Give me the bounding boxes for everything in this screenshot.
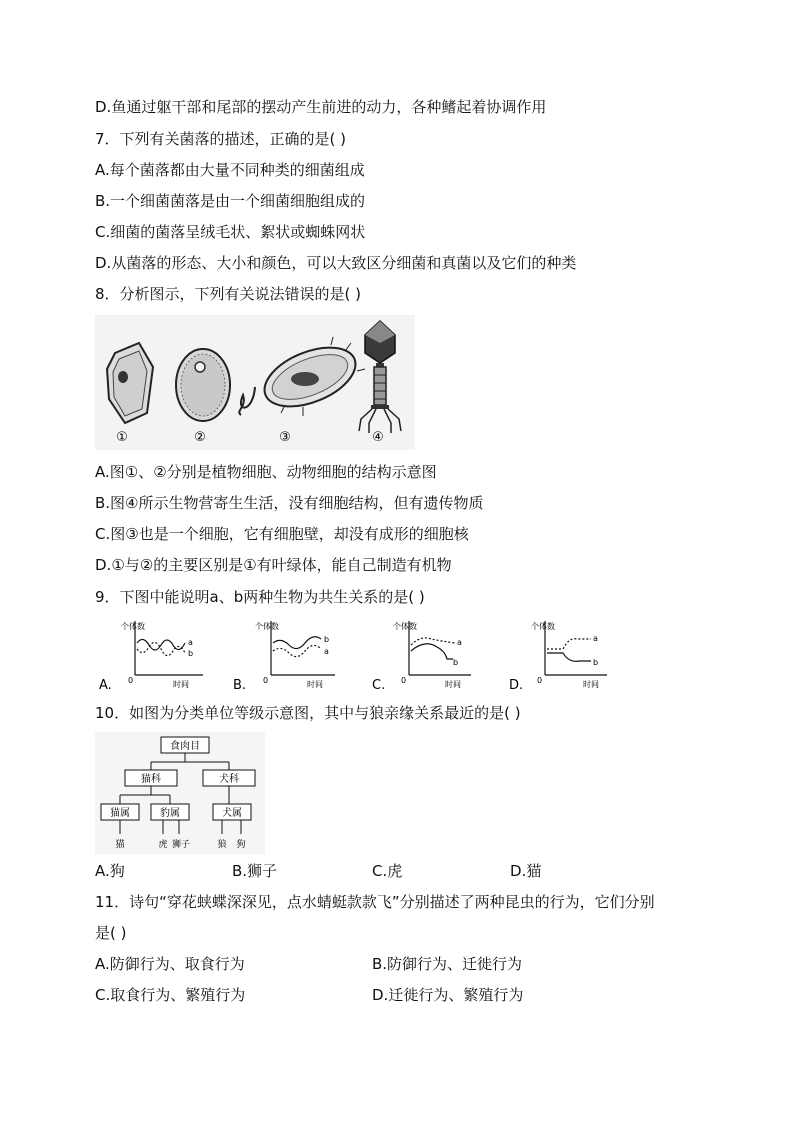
- q11-stem-cont: 是( ): [95, 924, 127, 942]
- q9-a-series-a: [137, 639, 185, 650]
- q7-option-a: A.每个菌落都由大量不同种类的细菌组成: [95, 161, 365, 179]
- q9-stem: 9．下图中能说明a、b两种生物为共生关系的是( ): [95, 588, 425, 606]
- q9-c-origin: 0: [401, 676, 407, 685]
- q9-graph-c: [372, 621, 471, 693]
- q11-option-b: B.防御行为、迁徙行为: [372, 955, 523, 973]
- q10-species-dog: 狗: [236, 840, 246, 850]
- q9-b-series-a: [273, 637, 321, 649]
- q9-c-xlabel: 时间: [445, 680, 461, 689]
- q9-d-label-b: b: [593, 658, 599, 667]
- q9-option-d-label: D.: [509, 678, 524, 693]
- q10-species-lion: 狮子: [171, 840, 191, 850]
- q8-option-b: B.图④所示生物营寄生生活，没有细胞结构，但有遗传物质: [95, 494, 484, 512]
- q10-taxonomy-diagram: [95, 732, 265, 854]
- q10-family-dog: 犬科: [219, 774, 239, 785]
- q10-species-tiger: 虎: [158, 840, 168, 850]
- q9-b-series-b: [273, 645, 321, 656]
- q8-label-3: ③: [279, 430, 291, 445]
- q8-stem: 8．分析图示，下列有关说法错误的是( ): [95, 285, 362, 303]
- q6-option-d: D.鱼通过躯干部和尾部的摆动产生前进的动力，各种鳍起着协调作用: [95, 98, 547, 116]
- q9-d-series-b: [547, 653, 591, 661]
- q10-family-cat: 猫科: [141, 774, 161, 785]
- q8-option-a: A.图①、②分别是植物细胞、动物细胞的结构示意图: [95, 463, 437, 481]
- q10-option-d: D.猫: [510, 862, 542, 880]
- q7-option-c: C.细菌的菌落呈绒毛状、絮状或蜘蛛网状: [95, 223, 366, 241]
- q9-c-label-b: b: [453, 658, 459, 667]
- q8-label-2: ②: [194, 430, 206, 445]
- q10-option-b: B.狮子: [232, 862, 278, 880]
- q9-c-series-b: [411, 644, 453, 659]
- q9-a-label-b: b: [188, 649, 194, 658]
- q8-label-1: ①: [116, 430, 128, 445]
- q8-option-c: C.图③也是一个细胞，它有细胞壁，却没有成形的细胞核: [95, 525, 469, 543]
- q10-order-node: 食肉目: [170, 741, 200, 752]
- q9-b-origin: 0: [263, 676, 269, 685]
- q9-a-origin: 0: [128, 676, 134, 685]
- q9-option-a-label: A.: [99, 678, 112, 693]
- q10-species-wolf: 狼: [217, 840, 227, 850]
- q9-a-label-a: a: [188, 638, 193, 647]
- q9-b-xlabel: 时间: [307, 680, 323, 689]
- q10-species-cat: 猫: [115, 840, 125, 850]
- q10-options: [95, 861, 695, 881]
- q11-options-row1: [95, 954, 695, 974]
- q7-stem: 7．下列有关菌落的描述，正确的是( ): [95, 130, 347, 148]
- q10-genus-felis: 猫属: [110, 808, 130, 819]
- q10-genus-canis: 犬属: [222, 808, 242, 819]
- q11-options-row2: [95, 985, 695, 1005]
- q8-cell-figure: [95, 315, 415, 450]
- q7-option-d: D.从菌落的形态、大小和颜色，可以大致区分细菌和真菌以及它们的种类: [95, 254, 577, 272]
- q9-option-c-label: C.: [372, 678, 386, 693]
- q9-c-ylabel: 个体数: [393, 622, 417, 631]
- q9-a-xlabel: 时间: [173, 680, 189, 689]
- q10-stem: 10．如图为分类单位等级示意图，其中与狼亲缘关系最近的是( ): [95, 704, 521, 722]
- q9-d-origin: 0: [537, 676, 543, 685]
- q11-option-a: A.防御行为、取食行为: [95, 955, 245, 973]
- q11-stem: 11．诗句“穿花蛱蝶深深见，点水蜻蜓款款飞”分别描述了两种昆虫的行为，它们分别: [95, 893, 655, 911]
- q9-d-ylabel: 个体数: [531, 622, 555, 631]
- q9-c-series-a: [411, 638, 455, 645]
- q11-option-d: D.迁徙行为、繁殖行为: [372, 986, 524, 1004]
- animal-cell-illustration: [176, 349, 230, 421]
- q9-d-xlabel: 时间: [583, 680, 599, 689]
- q9-d-series-a: [547, 639, 591, 649]
- q7-option-b: B.一个细菌菌落是由一个细菌细胞组成的: [95, 192, 366, 210]
- q8-label-4: ④: [372, 430, 384, 445]
- q9-graph-a: [99, 621, 203, 693]
- q9-graph-d: [509, 621, 607, 693]
- q9-b-label-b: b: [324, 635, 330, 644]
- q9-graph-row: [95, 615, 615, 693]
- q9-c-label-a: a: [457, 638, 462, 647]
- q9-option-b-label: B.: [233, 678, 247, 693]
- q10-genus-panthera: 豹属: [160, 808, 180, 819]
- q9-b-ylabel: 个体数: [255, 622, 279, 631]
- q10-option-c: C.虎: [372, 862, 403, 880]
- q10-option-a: A.狗: [95, 862, 125, 880]
- q9-d-label-a: a: [593, 634, 598, 643]
- q8-option-d: D.①与②的主要区别是①有叶绿体，能自己制造有机物: [95, 556, 452, 574]
- q9-graph-b: [233, 621, 335, 693]
- q9-b-label-a: a: [324, 647, 329, 656]
- q9-a-ylabel: 个体数: [121, 622, 145, 631]
- q11-option-c: C.取食行为、繁殖行为: [95, 986, 246, 1004]
